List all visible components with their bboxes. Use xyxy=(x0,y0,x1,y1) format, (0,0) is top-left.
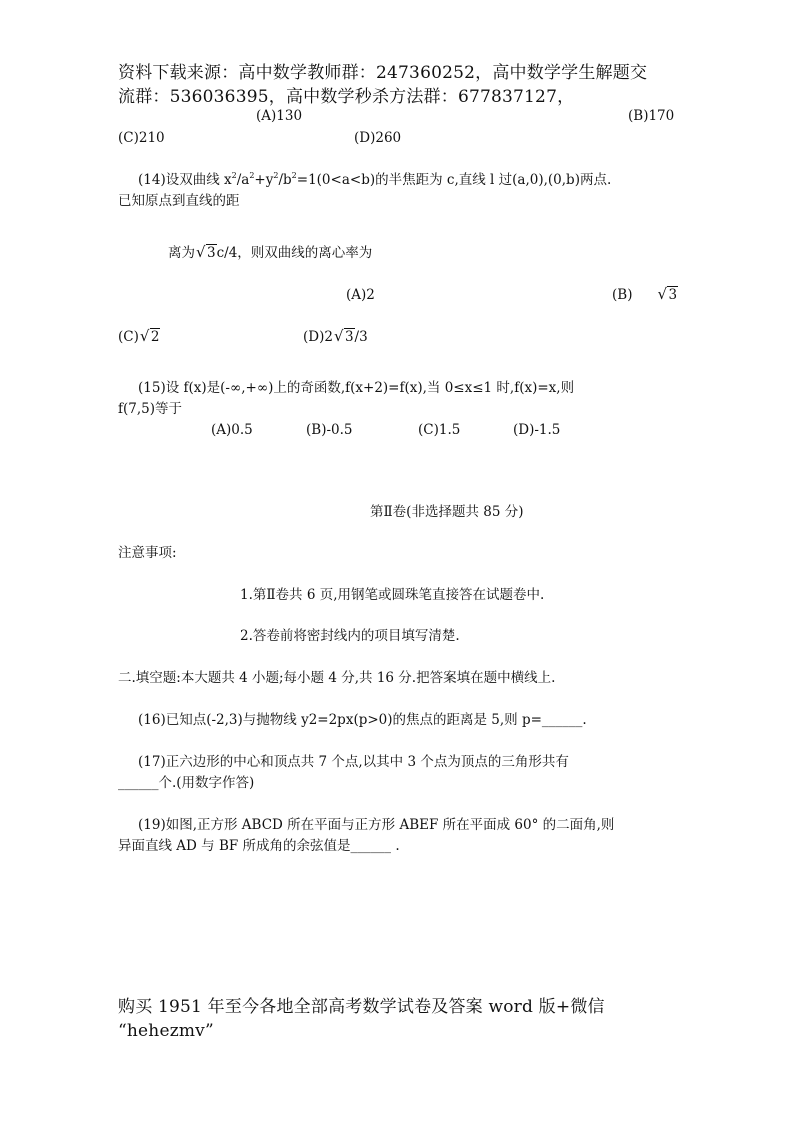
q14-line-3: 离为√ 3c/4，则双曲线的离心率为 xyxy=(168,243,372,263)
q13-option-c: (C)210 xyxy=(118,130,165,146)
q19-line-2: 异面直线 AD 与 BF 所成角的余弦值是______ . xyxy=(118,838,400,854)
header-line-1: 资料下载来源：高中数学教师群：247360252，高中数学学生解题交 xyxy=(118,63,648,83)
q17-line-1: (17)正六边形的中心和顶点共 7 个点,以其中 3 个点为顶点的三角形共有 xyxy=(138,754,569,770)
q14-line-1: (14)设双曲线 $x^2/a^2+y^2/b^2=1(0<a<b)$的半焦距为 c,直线 l 过(a,0),(0,b)两点. xyxy=(138,171,612,188)
section-2-title: 第Ⅱ卷(非选择题共 85 分) xyxy=(370,504,524,520)
q15-option-d: (D)-1.5 xyxy=(513,422,561,438)
q15-option-c: (C)1.5 xyxy=(418,422,461,438)
q13-option-d: (D)260 xyxy=(354,130,402,146)
sqrt-symbol: √ 2 xyxy=(141,327,161,347)
q17-line-2: ______个.(用数字作答) xyxy=(118,775,255,791)
sqrt-symbol: √ 3 xyxy=(658,285,678,305)
note-2: 2.答卷前将密封线内的项目填写清楚. xyxy=(240,628,460,644)
fill-in-heading: 二.填空题:本大题共 4 小题;每小题 4 分,共 16 分.把答案填在题中横线上. xyxy=(118,670,556,686)
sqrt-symbol: √ 3 xyxy=(197,243,217,263)
q19-line-1: (19)如图,正方形 ABCD 所在平面与正方形 ABEF 所在平面成 60° 的二面角,则 xyxy=(138,817,615,833)
footer-line-1: 购买 1951 年至今各地全部高考数学试卷及答案 word 版+微信 xyxy=(118,997,605,1017)
q14-option-c: (C)√ 2 xyxy=(118,327,160,347)
q15-line-1: (15)设 f(x)是(-∞,+∞)上的奇函数,f(x+2)=f(x),当 0≤x≤1 时,f(x)=x,则 xyxy=(138,380,575,396)
footer-line-2: “hehezmv” xyxy=(118,1021,214,1041)
q14-option-d: (D)2√ 3/3 xyxy=(303,327,368,347)
q14-option-a: (A)2 xyxy=(346,287,375,303)
q13-option-b: (B)170 xyxy=(628,108,675,124)
q14-line-2: 已知原点到直线的距 xyxy=(118,193,240,209)
sqrt-symbol: √ 3 xyxy=(335,327,355,347)
q15-option-b: (B)-0.5 xyxy=(306,422,353,438)
notes-heading: 注意事项: xyxy=(118,545,177,561)
q15-option-a: (A)0.5 xyxy=(211,422,253,438)
q15-line-2: f(7,5)等于 xyxy=(118,401,182,417)
header-line-2: 流群：536036395，高中数学秒杀方法群：677837127， xyxy=(118,87,575,107)
note-1: 1.第Ⅱ卷共 6 页,用钢笔或圆珠笔直接答在试题卷中. xyxy=(240,587,545,603)
q13-option-a: (A)130 xyxy=(256,108,303,124)
q16-line-1: (16)已知点(-2,3)与抛物线 y2=2px(p>0)的焦点的距离是 5,则 p=______. xyxy=(138,712,587,728)
q14-option-b: (B)√ 3 xyxy=(612,285,678,305)
